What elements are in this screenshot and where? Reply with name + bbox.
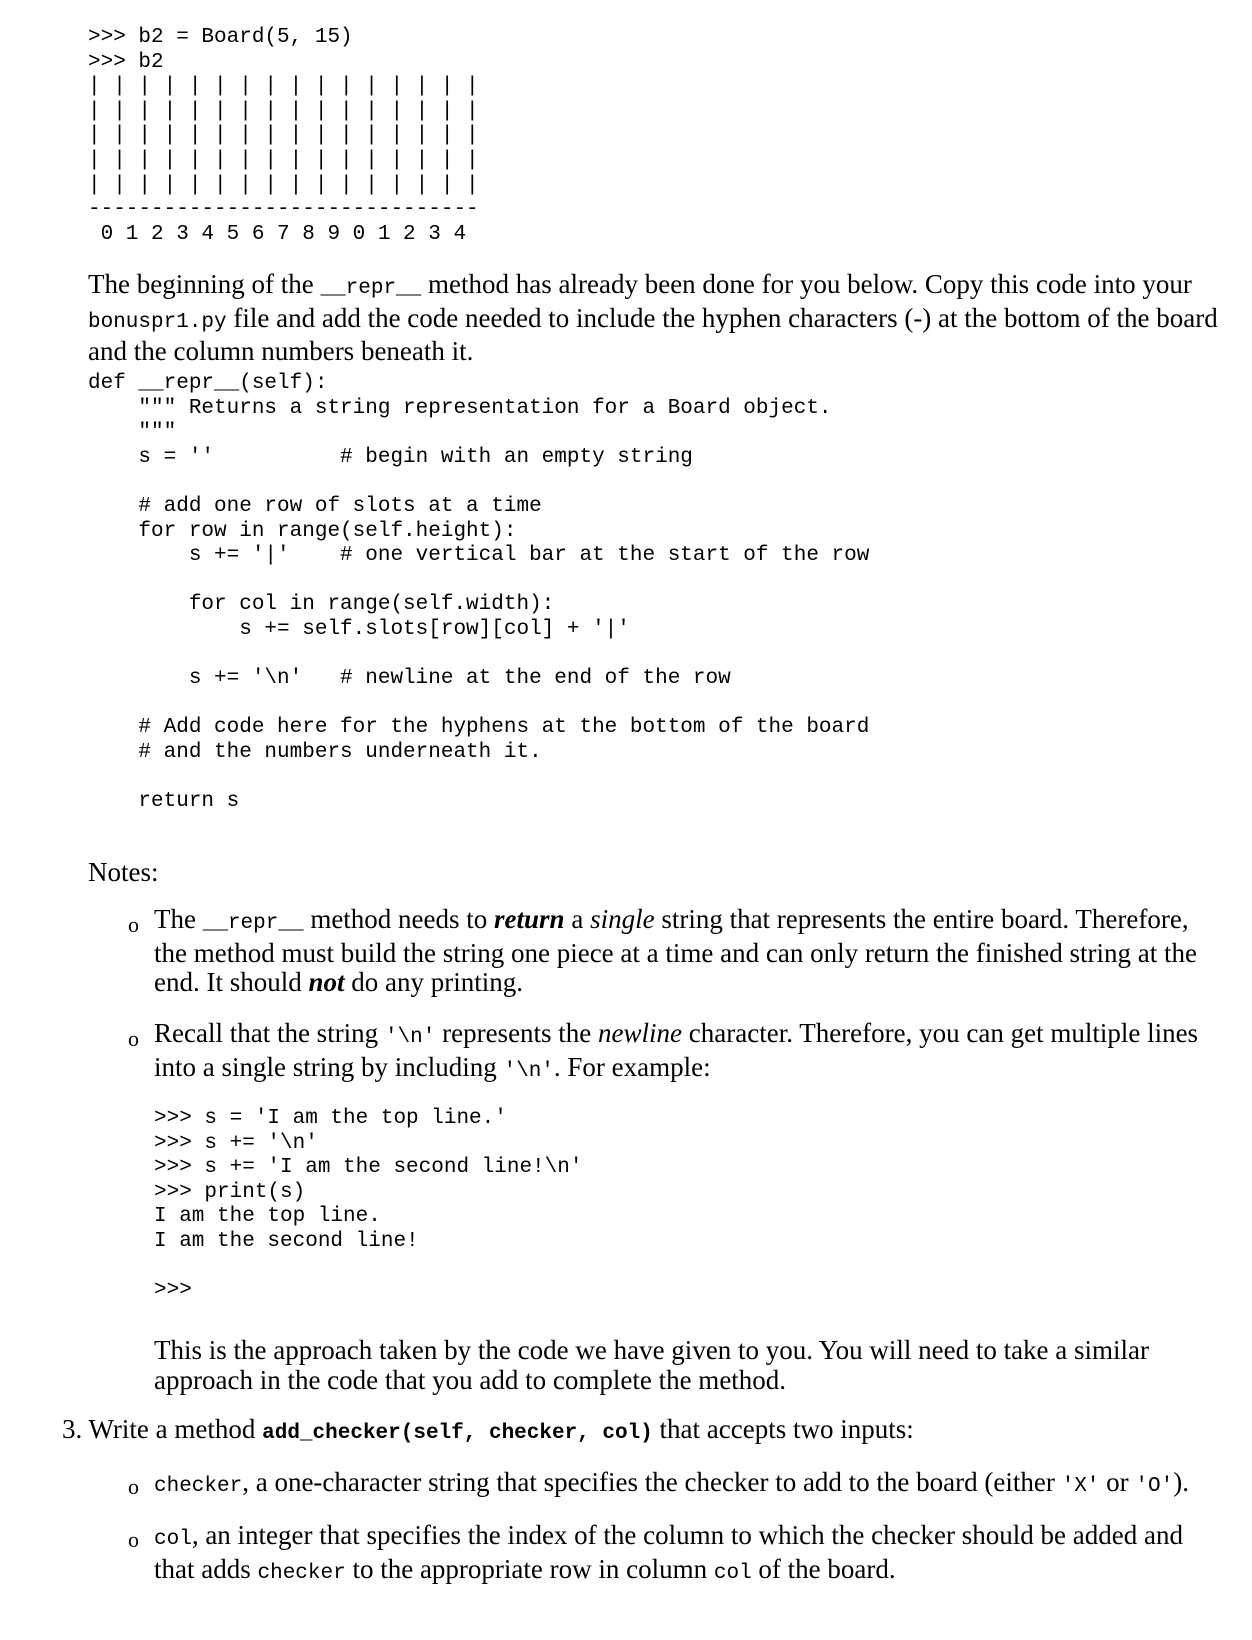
- intro-paragraph: [88, 270, 1238, 367]
- note-1-text: The: [154, 904, 203, 934]
- checker-x-code: 'X': [1061, 1475, 1100, 1498]
- item-3-text: Write a method: [82, 1414, 263, 1444]
- param-checker-text: ).: [1173, 1467, 1189, 1497]
- bullet-icon: o: [128, 912, 139, 937]
- note-2-code: '\n': [503, 1059, 554, 1083]
- item-3-input-checker: [154, 1468, 1234, 1502]
- note-2-text: represents the: [435, 1018, 599, 1048]
- note-2-emphasis: newline: [598, 1018, 683, 1048]
- item-3-input-col: [154, 1521, 1214, 1588]
- intro-file-name: bonuspr1.py: [88, 310, 227, 334]
- bullet-icon: o: [128, 1474, 139, 1499]
- intro-text-3: file and add the code needed to include the hyphen characters (-) at the bottom of the board and the column numbers beneath it.: [88, 302, 1218, 366]
- param-checker-text: or: [1099, 1467, 1136, 1497]
- note-1-emphasis: single: [590, 904, 655, 934]
- approach-paragraph: This is the approach taken by the code we have given to you. You will need to take a similar approach in the code that you add to complete the method.: [154, 1335, 1150, 1395]
- note-1-text: do any printing.: [344, 967, 524, 997]
- notes-heading: Notes:: [88, 857, 159, 887]
- note-1-text: a: [564, 904, 591, 934]
- param-col-text: to the appropriate row in column: [345, 1553, 714, 1584]
- checker-o-code: 'O': [1135, 1475, 1174, 1498]
- note-1-text: string that represents the entire board. Therefore, the method must build the string one piece at a time and can only return the finished string at the end. It should: [154, 904, 1197, 997]
- param-col-text: , an integer that specifies the index of the column to which the checker should be added and that adds: [154, 1520, 1183, 1584]
- example-code-block: >>> s = 'I am the top line.' >>> s += '\n' >>> s += 'I am the second line!\n' >>> print(s) I am the top line. I am the second line! >>>: [154, 1107, 583, 1303]
- note-2-code: '\n': [384, 1026, 436, 1049]
- repr-code-block: def __repr__(self): """ Returns a string representation for a Board object. """ s = '' # begin with an empty string # add one row of slots at a time for row in range(self.height): s += '|' # one vertical bar at the start of the row for col in range(self.width): s += self.slots[row][col] + '|' s += '\n' # newline at the end of the row # Add code here for the hyphens at the bottom of the board # and the numbers underneath it. return s: [88, 372, 870, 814]
- note-1-emphasis: return: [494, 904, 565, 934]
- item-3-number: 3.: [62, 1414, 83, 1444]
- note-2-text: character. Therefore, you can get multiple lines into a single string by including: [154, 1018, 1199, 1082]
- item-3-text: that accepts two inputs:: [652, 1414, 914, 1444]
- param-col-text: of the board.: [751, 1553, 896, 1584]
- intro-method-name: __repr__: [320, 277, 422, 300]
- intro-text-2: method has already been done for you below. Copy this code into your: [421, 269, 1192, 299]
- note-1: [154, 905, 1214, 998]
- note-1-emphasis: not: [308, 967, 345, 997]
- note-2-text: Recall that the string: [154, 1018, 385, 1048]
- bullet-icon: o: [128, 1026, 139, 1051]
- note-2-text: . For example:: [553, 1051, 711, 1082]
- param-checker: checker: [154, 1475, 243, 1498]
- note-2: [154, 1019, 1214, 1086]
- item-3: [62, 1415, 1222, 1449]
- param-col: col: [154, 1528, 192, 1551]
- bullet-icon: o: [128, 1527, 139, 1552]
- board-example-code: >>> b2 = Board(5, 15) >>> b2 | | | | | | | | | | | | | | | | | | | | | | | | | | | | | | | | | | | | | | | | | | | | | | | | | | | | | | | | | | | | | | | | | | | | | | | | | | | | | | | | ------------------------------- 0 1 2 3 4 5 6 7 8 9 0 1 2 3 4: [88, 26, 479, 246]
- intro-text-1: The beginning of the: [88, 269, 321, 299]
- item-3-signature: add_checker(self, checker, col): [262, 1422, 653, 1445]
- param-checker: checker: [257, 1561, 346, 1585]
- param-checker-text: , a one-character string that specifies the checker to add to the board (either: [242, 1467, 1062, 1497]
- note-1-text: method needs to: [303, 904, 495, 934]
- param-col: col: [713, 1561, 752, 1585]
- note-1-method: __repr__: [202, 912, 304, 935]
